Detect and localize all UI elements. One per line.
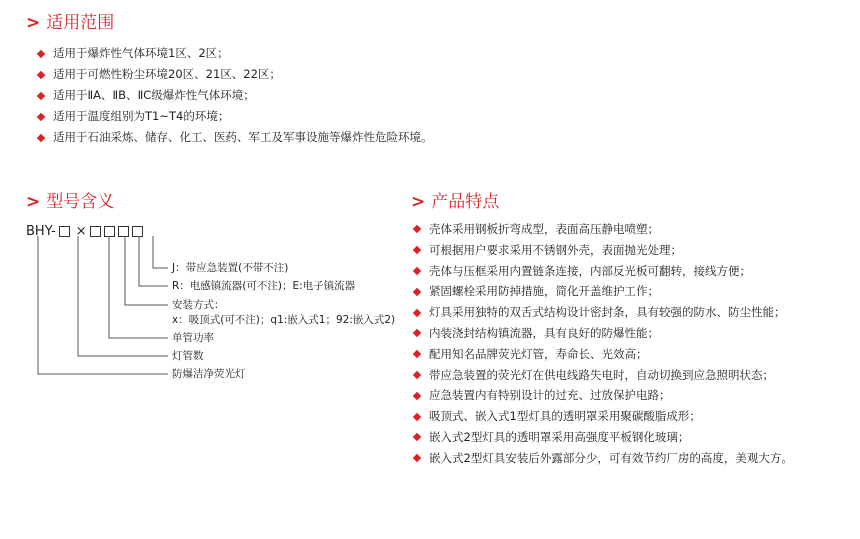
connector-count bbox=[78, 236, 168, 356]
label-name: 防爆洁净荧光灯 bbox=[172, 368, 246, 380]
scope-heading bbox=[26, 13, 114, 33]
connector-power bbox=[109, 236, 168, 338]
connector-ballast bbox=[139, 236, 168, 286]
connector-name bbox=[38, 236, 168, 374]
feature-item: 嵌入式2型灯具安装后外露部分少，可有效节约厂房的高度，美观大方。 bbox=[413, 448, 793, 469]
chevron-right-icon: > bbox=[26, 192, 41, 212]
scope-title: 适用范围 bbox=[46, 13, 115, 33]
model-times-sign: × bbox=[75, 223, 87, 239]
model-heading bbox=[26, 192, 114, 212]
scope-item: 适用于温度组别为T1~T4的环境； bbox=[37, 106, 433, 127]
feature-item: 灯具采用独特的双舌式结构设计密封条，具有较强的防水、防尘性能； bbox=[413, 302, 793, 323]
model-box-ballast bbox=[118, 226, 129, 237]
features-heading bbox=[411, 192, 499, 212]
feature-item: 壳体与压框采用内置链条连接，内部反光板可翻转，接线方便； bbox=[413, 261, 793, 282]
feature-item: 内装浇封结构镇流器，具有良好的防爆性能； bbox=[413, 323, 793, 344]
label-ballast: R：电感镇流器(可不注)；E:电子镇流器 bbox=[172, 280, 356, 292]
label-count: 灯管数 bbox=[172, 350, 204, 362]
chevron-right-icon: > bbox=[411, 192, 426, 212]
feature-item: 紧固螺栓采用防掉措施，简化开盖维护工作； bbox=[413, 281, 793, 302]
feature-item: 吸顶式、嵌入式1型灯具的透明罩采用聚碳酸脂成形； bbox=[413, 406, 793, 427]
feature-item: 壳体采用钢板折弯成型，表面高压静电喷塑； bbox=[413, 219, 793, 240]
scope-item: 适用于ⅡA、ⅡB、ⅡC级爆炸性气体环境； bbox=[37, 85, 433, 106]
model-box-power bbox=[90, 226, 101, 237]
feature-item: 配用知名品牌荧光灯管，寿命长、光效高； bbox=[413, 344, 793, 365]
connector-emergency bbox=[153, 236, 168, 268]
label-install-detail: x：吸顶式(可不注)；q1:嵌入式1；92:嵌入式2) bbox=[172, 314, 396, 326]
connector-install bbox=[125, 236, 168, 305]
feature-item: 带应急装置的荧光灯在供电线路失电时，自动切换到应急照明状态； bbox=[413, 365, 793, 386]
feature-item: 嵌入式2型灯具的透明罩采用高强度平板钢化玻璃； bbox=[413, 427, 793, 448]
feature-item: 应急装置内有特别设计的过充、过放保护电路； bbox=[413, 385, 793, 406]
model-box-count bbox=[59, 226, 70, 237]
model-box-install bbox=[104, 226, 115, 237]
label-install-title: 安装方式： bbox=[172, 299, 225, 311]
label-emergency: J：带应急装置(不带不注) bbox=[172, 262, 289, 274]
model-prefix: BHY- bbox=[26, 223, 56, 239]
chevron-right-icon: > bbox=[26, 13, 41, 33]
features-list bbox=[413, 219, 793, 469]
scope-item: 适用于石油采炼、储存、化工、医药、军工及军事设施等爆炸性危险环境。 bbox=[37, 127, 433, 148]
scope-item: 适用于爆炸性气体环境1区、2区； bbox=[37, 43, 433, 64]
features-title: 产品特点 bbox=[431, 192, 500, 212]
label-power: 单管功率 bbox=[172, 332, 214, 344]
model-title: 型号含义 bbox=[46, 192, 115, 212]
feature-item: 可根据用户要求采用不锈钢外壳，表面抛光处理； bbox=[413, 240, 793, 261]
scope-list bbox=[37, 43, 433, 148]
scope-item: 适用于可燃性粉尘环境20区、21区、22区； bbox=[37, 64, 433, 85]
model-code bbox=[26, 222, 146, 240]
model-box-emergency bbox=[132, 226, 143, 237]
